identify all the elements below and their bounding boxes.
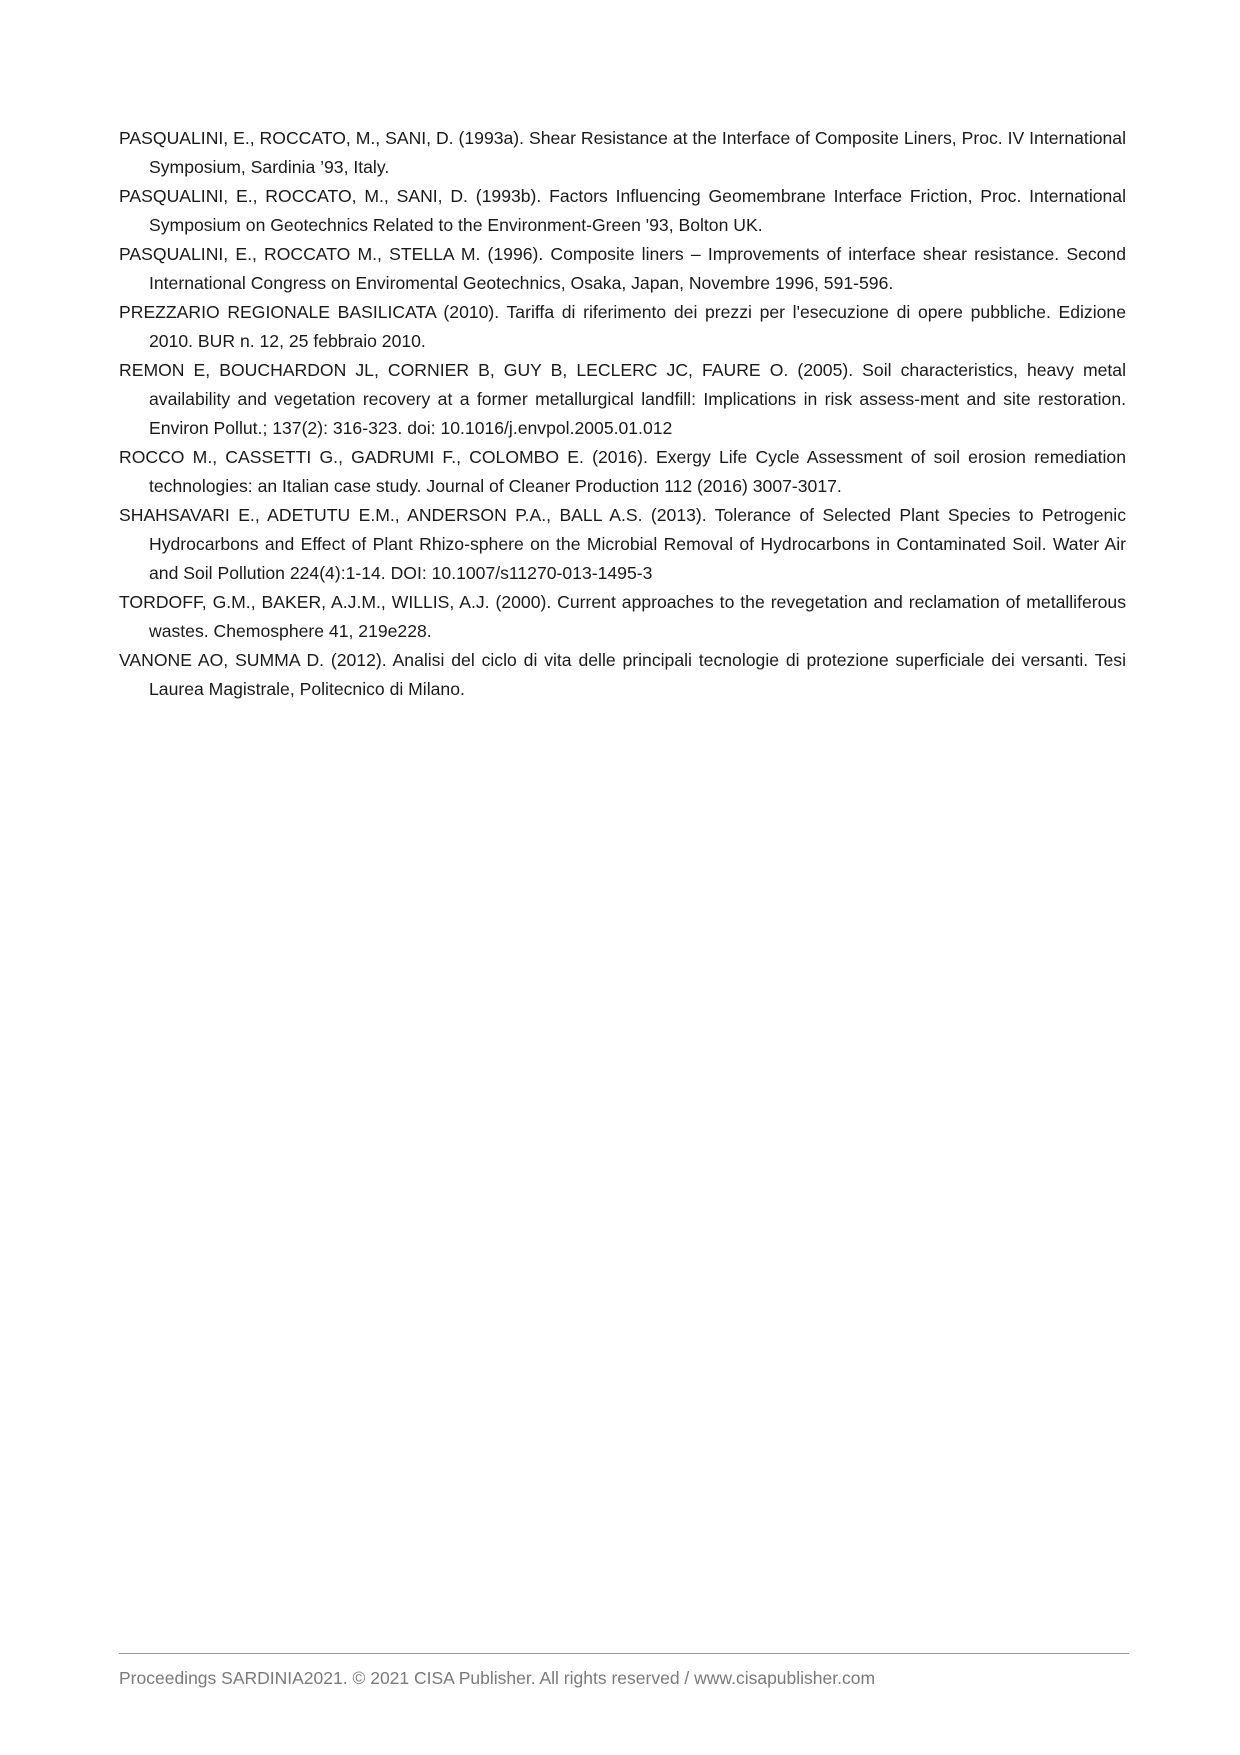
footer-divider xyxy=(119,1653,1129,1654)
footer-copyright: Proceedings SARDINIA2021. © 2021 CISA Publisher. All rights reserved / www.cisapublisher.com xyxy=(119,1668,876,1688)
reference-entry: PASQUALINI, E., ROCCATO, M., SANI, D. (1993b). Factors Influencing Geomembrane Interface Friction, Proc. International Symposium on Geotechnics Related to the Environment-Green '93, Bolton UK. xyxy=(119,186,1126,235)
reference-entry: ROCCO M., CASSETTI G., GADRUMI F., COLOMBO E. (2016). Exergy Life Cycle Assessment of soil erosion remediation technologies: an Italian case study. Journal of Cleaner Production 112 (2016) 3007-3017. xyxy=(119,447,1126,496)
reference-entry: PASQUALINI, E., ROCCATO, M., SANI, D. (1993a). Shear Resistance at the Interface of Composite Liners, Proc. IV International Symposium, Sardinia ’93, Italy. xyxy=(119,128,1126,177)
reference-list xyxy=(119,124,1126,704)
reference-entry: TORDOFF, G.M., BAKER, A.J.M., WILLIS, A.J. (2000). Current approaches to the revegetation and reclamation of metalliferous wastes. Chemosphere 41, 219e228. xyxy=(119,592,1126,641)
reference-entry: REMON E, BOUCHARDON JL, CORNIER B, GUY B, LECLERC JC, FAURE O. (2005). Soil characteristics, heavy metal availability and vegetation recovery at a former metallurgical landfill: Implications in risk assess-ment and site restoration. Environ Pollut.; 137(2): 316-323. doi: 10.1016/j.envpol.2005.01.012 xyxy=(119,360,1126,438)
reference-entry: PREZZARIO REGIONALE BASILICATA (2010). Tariffa di riferimento dei prezzi per l'esecuzione di opere pubbliche. Edizione 2010. BUR n. 12, 25 febbraio 2010. xyxy=(119,302,1126,351)
reference-entry: VANONE AO, SUMMA D. (2012). Analisi del ciclo di vita delle principali tecnologie di protezione superficiale dei versanti. Tesi Laurea Magistrale, Politecnico di Milano. xyxy=(119,650,1126,699)
reference-entry: PASQUALINI, E., ROCCATO M., STELLA M. (1996). Composite liners – Improvements of interface shear resistance. Second International Congress on Enviromental Geotechnics, Osaka, Japan, Novembre 1996, 591-596. xyxy=(119,244,1126,293)
reference-entry: SHAHSAVARI E., ADETUTU E.M., ANDERSON P.A., BALL A.S. (2013). Tolerance of Selected Plant Species to Petrogenic Hydrocarbons and Effect of Plant Rhizo-sphere on the Microbial Removal of Hydrocarbons in Contaminated Soil. Water Air and Soil Pollution 224(4):1-14. DOI: 10.1007/s11270-013-1495-3 xyxy=(119,505,1126,583)
